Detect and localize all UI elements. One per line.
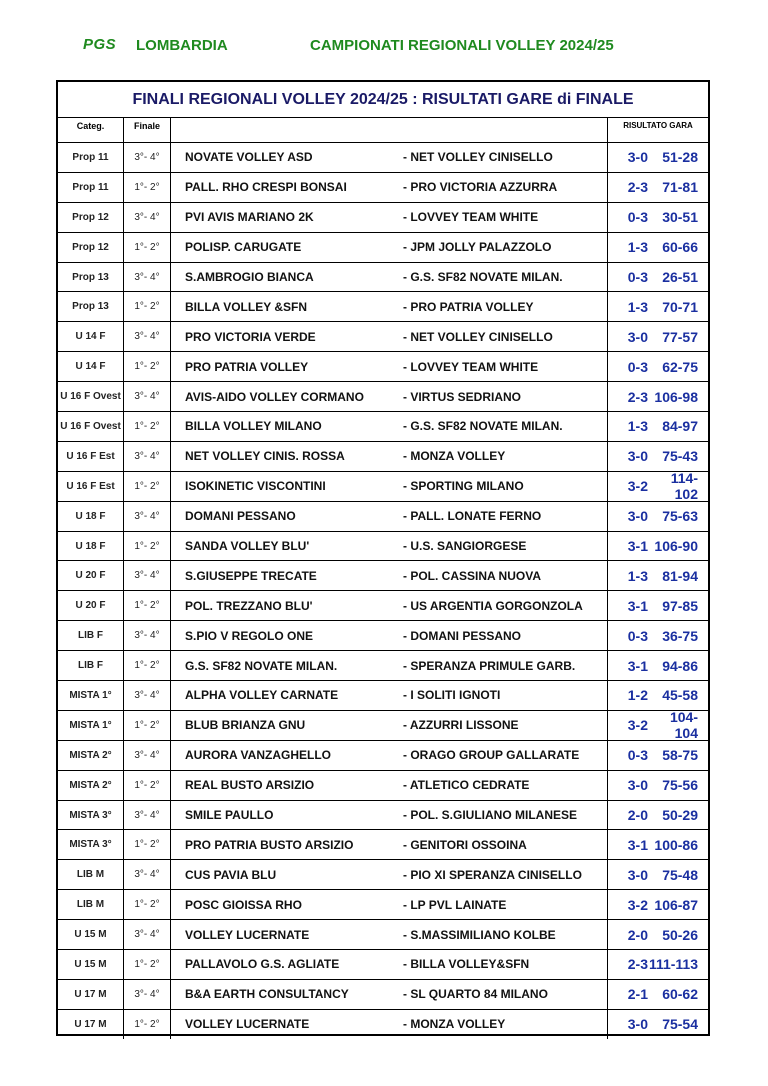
cell-categ: U 16 F Ovest xyxy=(58,382,124,411)
table-title: FINALI REGIONALI VOLLEY 2024/25 : RISULTATI GARE di FINALE xyxy=(58,82,708,118)
cell-away-team: - DOMANI PESSANO xyxy=(395,621,608,650)
cell-points: 75-63 xyxy=(662,508,698,525)
cell-points: 97-85 xyxy=(662,597,698,614)
cell-sets: 0-3 xyxy=(627,358,648,375)
table-row xyxy=(58,142,708,172)
cell-away-team: - I SOLITI IGNOTI xyxy=(395,681,608,710)
cell-sets: 3-0 xyxy=(627,328,648,345)
cell-points: 106-98 xyxy=(654,388,698,405)
cell-home-team: POSC GIOISSA RHO xyxy=(185,897,302,912)
cell-finale: 1°- 2° xyxy=(124,1010,171,1039)
cell-categ: U 16 F Est xyxy=(58,472,124,501)
cell-finale: 3°- 4° xyxy=(124,561,171,590)
cell-categ: U 20 F xyxy=(58,561,124,590)
championship-title: CAMPIONATI REGIONALI VOLLEY 2024/25 xyxy=(310,37,614,54)
cell-categ: MISTA 3° xyxy=(58,801,124,830)
cell-away-team: - VIRTUS SEDRIANO xyxy=(395,382,608,411)
cell-home-team: AURORA VANZAGHELLO xyxy=(185,748,331,763)
cell-finale: 1°- 2° xyxy=(124,472,171,501)
cell-categ: Prop 13 xyxy=(58,292,124,321)
cell-categ: LIB F xyxy=(58,651,124,680)
cell-home-team: ALPHA VOLLEY CARNATE xyxy=(185,688,339,703)
cell-finale: 3°- 4° xyxy=(124,860,171,889)
cell-points: 75-54 xyxy=(662,1016,698,1033)
table-row xyxy=(58,740,708,770)
cell-sets: 3-0 xyxy=(627,866,648,883)
table-row xyxy=(58,829,708,859)
cell-finale: 3°- 4° xyxy=(124,502,171,531)
cell-finale: 1°- 2° xyxy=(124,591,171,620)
cell-away-team: - POL. S.GIULIANO MILANESE xyxy=(395,801,608,830)
cell-away-team: - PRO PATRIA VOLLEY xyxy=(395,292,608,321)
header-categ: Categ. xyxy=(58,118,124,142)
cell-home-team: PRO PATRIA VOLLEY xyxy=(185,359,309,374)
cell-sets: 0-3 xyxy=(627,209,648,226)
cell-categ: Prop 12 xyxy=(58,233,124,262)
cell-away-team: - PIO XI SPERANZA CINISELLO xyxy=(395,860,608,889)
table-row xyxy=(58,979,708,1009)
cell-away-team: - ORAGO GROUP GALLARATE xyxy=(395,741,608,770)
cell-categ: U 17 M xyxy=(58,980,124,1009)
table-row xyxy=(58,411,708,441)
cell-finale: 1°- 2° xyxy=(124,173,171,202)
cell-sets: 3-2 xyxy=(627,896,648,913)
cell-finale: 3°- 4° xyxy=(124,382,171,411)
cell-finale: 3°- 4° xyxy=(124,263,171,292)
cell-sets: 0-3 xyxy=(627,627,648,644)
header-spacer xyxy=(171,118,395,142)
cell-away-team: - G.S. SF82 NOVATE MILAN. xyxy=(395,263,608,292)
cell-sets: 1-3 xyxy=(627,418,648,435)
cell-sets: 2-3 xyxy=(627,388,648,405)
cell-categ: U 14 F xyxy=(58,322,124,351)
cell-away-team: - SL QUARTO 84 MILANO xyxy=(395,980,608,1009)
cell-finale: 3°- 4° xyxy=(124,980,171,1009)
cell-points: 84-97 xyxy=(662,418,698,435)
cell-points: 75-43 xyxy=(662,448,698,465)
table-row xyxy=(58,710,708,740)
cell-home-team: PRO PATRIA BUSTO ARSIZIO xyxy=(185,837,354,852)
pgs-logo: PGS xyxy=(83,36,117,53)
cell-home-team: G.S. SF82 NOVATE MILAN. xyxy=(185,658,338,673)
cell-finale: 1°- 2° xyxy=(124,711,171,740)
cell-points: 111-113 xyxy=(648,956,698,973)
cell-categ: LIB M xyxy=(58,890,124,919)
cell-home-team: VOLLEY LUCERNATE xyxy=(185,1017,310,1032)
cell-sets: 3-1 xyxy=(627,538,648,555)
cell-away-team: - GENITORI OSSOINA xyxy=(395,830,608,859)
cell-away-team: - US ARGENTIA GORGONZOLA xyxy=(395,591,608,620)
cell-home-team: POLISP. CARUGATE xyxy=(185,240,302,255)
header-finale: Finale xyxy=(124,118,171,142)
cell-away-team: - AZZURRI LISSONE xyxy=(395,711,608,740)
cell-finale: 3°- 4° xyxy=(124,741,171,770)
cell-points: 114-102 xyxy=(670,470,698,503)
cell-sets: 1-3 xyxy=(627,567,648,584)
cell-finale: 1°- 2° xyxy=(124,233,171,262)
cell-categ: Prop 11 xyxy=(58,173,124,202)
cell-points: 70-71 xyxy=(662,298,698,315)
cell-points: 60-62 xyxy=(662,986,698,1003)
table-body xyxy=(58,142,708,1039)
cell-sets: 2-0 xyxy=(627,926,648,943)
cell-away-team: - SPORTING MILANO xyxy=(395,472,608,501)
cell-sets: 3-2 xyxy=(627,478,648,495)
cell-points: 100-86 xyxy=(654,836,698,853)
table-row xyxy=(58,441,708,471)
table-row xyxy=(58,620,708,650)
cell-away-team: - LP PVL LAINATE xyxy=(395,890,608,919)
cell-categ: U 18 F xyxy=(58,502,124,531)
cell-home-team: S.PIO V REGOLO ONE xyxy=(185,628,314,643)
cell-home-team: BILLA VOLLEY &SFN xyxy=(185,299,308,314)
table-row xyxy=(58,321,708,351)
header-spacer-2 xyxy=(395,118,608,142)
cell-away-team: - U.S. SANGIORGESE xyxy=(395,532,608,561)
table-row xyxy=(58,232,708,262)
cell-away-team: - G.S. SF82 NOVATE MILAN. xyxy=(395,412,608,441)
cell-finale: 3°- 4° xyxy=(124,203,171,232)
cell-points: 51-28 xyxy=(662,149,698,166)
table-row xyxy=(58,262,708,292)
table-row xyxy=(58,202,708,232)
table-row xyxy=(58,291,708,321)
header-result: RISULTATO GARA xyxy=(623,121,693,130)
cell-finale: 1°- 2° xyxy=(124,352,171,381)
cell-away-team: - MONZA VOLLEY xyxy=(395,442,608,471)
cell-categ: U 16 F Est xyxy=(58,442,124,471)
cell-sets: 1-3 xyxy=(627,239,648,256)
cell-points: 94-86 xyxy=(662,657,698,674)
cell-points: 30-51 xyxy=(662,209,698,226)
table-row xyxy=(58,351,708,381)
cell-categ: U 15 M xyxy=(58,950,124,979)
cell-points: 50-26 xyxy=(662,926,698,943)
cell-finale: 3°- 4° xyxy=(124,322,171,351)
table-row xyxy=(58,859,708,889)
cell-finale: 3°- 4° xyxy=(124,681,171,710)
cell-points: 50-29 xyxy=(662,807,698,824)
cell-away-team: - LOVVEY TEAM WHITE xyxy=(395,352,608,381)
cell-sets: 3-0 xyxy=(627,448,648,465)
cell-sets: 1-2 xyxy=(627,687,648,704)
cell-categ: U 16 F Ovest xyxy=(58,412,124,441)
cell-categ: Prop 13 xyxy=(58,263,124,292)
cell-categ: MISTA 2° xyxy=(58,741,124,770)
table-row xyxy=(58,501,708,531)
cell-sets: 0-3 xyxy=(627,747,648,764)
cell-finale: 3°- 4° xyxy=(124,143,171,172)
cell-away-team: - PALL. LONATE FERNO xyxy=(395,502,608,531)
cell-finale: 3°- 4° xyxy=(124,621,171,650)
cell-sets: 2-1 xyxy=(627,986,648,1003)
table-row xyxy=(58,889,708,919)
cell-finale: 1°- 2° xyxy=(124,412,171,441)
table-row xyxy=(58,471,708,501)
cell-sets: 2-3 xyxy=(627,956,648,973)
cell-points: 81-94 xyxy=(662,567,698,584)
cell-sets: 3-1 xyxy=(627,657,648,674)
org-name: LOMBARDIA xyxy=(136,37,228,54)
cell-sets: 3-1 xyxy=(627,836,648,853)
cell-categ: Prop 12 xyxy=(58,203,124,232)
cell-home-team: S.GIUSEPPE TRECATE xyxy=(185,568,317,583)
cell-categ: Prop 11 xyxy=(58,143,124,172)
table-row xyxy=(58,680,708,710)
cell-points: 71-81 xyxy=(662,179,698,196)
cell-sets: 3-1 xyxy=(627,597,648,614)
table-row xyxy=(58,919,708,949)
cell-finale: 1°- 2° xyxy=(124,830,171,859)
cell-finale: 1°- 2° xyxy=(124,292,171,321)
cell-away-team: - NET VOLLEY CINISELLO xyxy=(395,143,608,172)
table-row xyxy=(58,770,708,800)
cell-finale: 3°- 4° xyxy=(124,442,171,471)
cell-finale: 1°- 2° xyxy=(124,890,171,919)
cell-categ: U 20 F xyxy=(58,591,124,620)
cell-home-team: BLUB BRIANZA GNU xyxy=(185,718,306,733)
cell-home-team: BILLA VOLLEY MILANO xyxy=(185,419,322,434)
cell-away-team: - SPERANZA PRIMULE GARB. xyxy=(395,651,608,680)
cell-categ: U 15 M xyxy=(58,920,124,949)
cell-away-team: - POL. CASSINA NUOVA xyxy=(395,561,608,590)
cell-home-team: REAL BUSTO ARSIZIO xyxy=(185,778,315,793)
cell-home-team: CUS PAVIA BLU xyxy=(185,867,277,882)
page-header xyxy=(0,36,768,58)
cell-categ: LIB F xyxy=(58,621,124,650)
cell-away-team: - ATLETICO CEDRATE xyxy=(395,771,608,800)
table-row xyxy=(58,949,708,979)
cell-finale: 3°- 4° xyxy=(124,801,171,830)
cell-points: 58-75 xyxy=(662,747,698,764)
results-table xyxy=(56,80,710,1036)
cell-finale: 1°- 2° xyxy=(124,950,171,979)
cell-away-team: - S.MASSIMILIANO KOLBE xyxy=(395,920,608,949)
cell-points: 75-48 xyxy=(662,866,698,883)
cell-away-team: - PRO VICTORIA AZZURRA xyxy=(395,173,608,202)
cell-finale: 1°- 2° xyxy=(124,771,171,800)
cell-home-team: B&A EARTH CONSULTANCY xyxy=(185,987,349,1002)
cell-categ: MISTA 3° xyxy=(58,830,124,859)
cell-finale: 3°- 4° xyxy=(124,920,171,949)
table-row xyxy=(58,650,708,680)
cell-home-team: VOLLEY LUCERNATE xyxy=(185,927,310,942)
cell-points: 104-104 xyxy=(669,709,698,742)
cell-home-team: ISOKINETIC VISCONTINI xyxy=(185,479,326,494)
cell-sets: 1-3 xyxy=(627,298,648,315)
table-row xyxy=(58,172,708,202)
cell-finale: 1°- 2° xyxy=(124,651,171,680)
table-row xyxy=(58,590,708,620)
cell-sets: 2-3 xyxy=(627,179,648,196)
cell-points: 75-56 xyxy=(662,777,698,794)
cell-home-team: POL. TREZZANO BLU' xyxy=(185,598,313,613)
cell-categ: MISTA 2° xyxy=(58,771,124,800)
table-row xyxy=(58,531,708,561)
cell-home-team: NOVATE VOLLEY ASD xyxy=(185,150,313,165)
table-row xyxy=(58,381,708,411)
cell-points: 60-66 xyxy=(662,239,698,256)
cell-sets: 3-2 xyxy=(627,717,648,734)
cell-home-team: DOMANI PESSANO xyxy=(185,509,296,524)
cell-categ: LIB M xyxy=(58,860,124,889)
cell-sets: 2-0 xyxy=(627,807,648,824)
cell-sets: 0-3 xyxy=(627,269,648,285)
cell-categ: U 14 F xyxy=(58,352,124,381)
cell-points: 106-87 xyxy=(654,896,698,913)
cell-categ: MISTA 1° xyxy=(58,681,124,710)
cell-points: 36-75 xyxy=(662,627,698,644)
table-row xyxy=(58,800,708,830)
cell-home-team: NET VOLLEY CINIS. ROSSA xyxy=(185,449,345,464)
cell-home-team: SMILE PAULLO xyxy=(185,808,274,823)
cell-away-team: - LOVVEY TEAM WHITE xyxy=(395,203,608,232)
cell-sets: 3-0 xyxy=(627,777,648,794)
cell-home-team: PALL. RHO CRESPI BONSAI xyxy=(185,180,347,195)
cell-points: 45-58 xyxy=(662,687,698,704)
cell-away-team: - NET VOLLEY CINISELLO xyxy=(395,322,608,351)
cell-home-team: PALLAVOLO G.S. AGLIATE xyxy=(185,957,340,972)
cell-categ: MISTA 1° xyxy=(58,711,124,740)
cell-categ: U 17 M xyxy=(58,1010,124,1039)
cell-points: 62-75 xyxy=(662,358,698,375)
cell-away-team: - JPM JOLLY PALAZZOLO xyxy=(395,233,608,262)
cell-finale: 1°- 2° xyxy=(124,532,171,561)
cell-sets: 3-0 xyxy=(627,149,648,166)
table-row xyxy=(58,560,708,590)
cell-home-team: S.AMBROGIO BIANCA xyxy=(185,270,314,284)
cell-categ: U 18 F xyxy=(58,532,124,561)
cell-sets: 3-0 xyxy=(627,508,648,525)
cell-home-team: PRO VICTORIA VERDE xyxy=(185,329,316,344)
table-row xyxy=(58,1009,708,1039)
cell-away-team: - BILLA VOLLEY&SFN xyxy=(395,950,608,979)
cell-home-team: SANDA VOLLEY BLU' xyxy=(185,539,310,554)
cell-points: 26-51 xyxy=(662,269,698,285)
cell-home-team: PVI AVIS MARIANO 2K xyxy=(185,210,314,225)
cell-away-team: - MONZA VOLLEY xyxy=(395,1010,608,1039)
cell-sets: 3-0 xyxy=(627,1016,648,1033)
cell-points: 77-57 xyxy=(662,328,698,345)
cell-points: 106-90 xyxy=(654,538,698,555)
cell-home-team: AVIS-AIDO VOLLEY CORMANO xyxy=(185,389,364,404)
